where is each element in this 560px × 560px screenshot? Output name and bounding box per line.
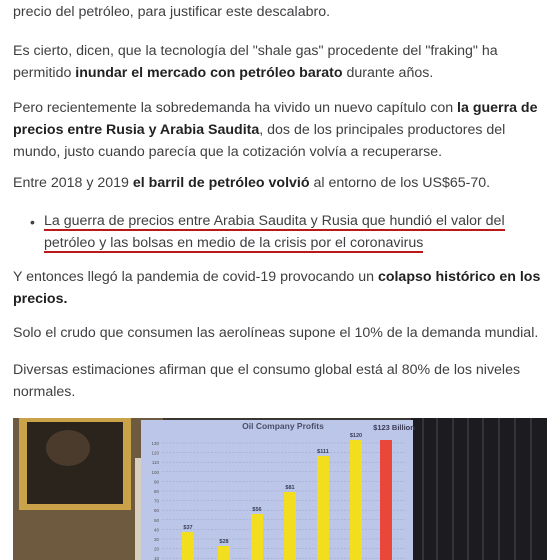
article-photo — [13, 418, 547, 560]
chart-bar-label: $37 — [183, 525, 193, 531]
chart-tick-label: 130 — [151, 441, 159, 446]
related-article — [44, 210, 549, 254]
chart-bar-label: $56 — [252, 507, 262, 513]
chart-tick-label: 110 — [151, 460, 159, 466]
chart-tick-label: 90 — [153, 479, 159, 485]
chart-bar — [317, 456, 329, 560]
related-article-link[interactable]: La guerra de precios entre Arabia Saudita y Rusia que hundió el valor del petróleo y las bolsas en medio de la crisis por el coronavirus — [44, 213, 505, 251]
bold-text: colapso histórico en los precios. — [13, 269, 541, 307]
curtain — [411, 418, 547, 560]
chart-bar-label: $123 Billion — [373, 423, 415, 432]
chart-tick-label: 20 — [153, 546, 159, 552]
article-paragraph: Pero recientemente la sobredemanda ha vivido un nuevo capítulo con la guerra de precios entre Rusia y Arabia Saudita, dos de los principales productores del mundo, justo cuando parecía que la cotización volvía a recuperarse. — [13, 100, 538, 160]
chart-bar — [380, 440, 392, 560]
chart-bar — [284, 492, 296, 560]
chart-tick-label: 120 — [151, 450, 159, 456]
bold-text: el barril de petróleo volvió — [132, 175, 310, 191]
chart-tick-label: 80 — [153, 489, 159, 494]
chart-tick-label: 30 — [153, 537, 159, 542]
chart-bar — [350, 440, 362, 560]
chart-tick-label: 50 — [153, 517, 159, 523]
article-paragraph: Solo el crudo que consumen las aerolíneas supone el 10% de la demanda mundial. — [13, 325, 539, 341]
article-paragraph: Entre 2018 y 2019 el barril de petróleo volvió al entorno de los US$65-70. — [13, 175, 491, 191]
chart-bar — [218, 546, 230, 560]
chart-bar-label: $111 — [317, 449, 329, 455]
chart-tick-label: 70 — [153, 498, 159, 504]
article-paragraph: Es cierto, dicen, que la tecnología del "shale gas" procedente del "fraking" ha permitido inundar el mercado con petróleo barato durante años. — [13, 43, 498, 81]
bold-text: inundar el mercado con petróleo barato — [75, 65, 343, 81]
bullet-dot-icon: • — [30, 214, 35, 230]
article-paragraph: precio del petróleo, para justificar este descalabro. — [13, 4, 331, 20]
chart-bar — [182, 532, 194, 560]
chart-bar-label: $81 — [285, 485, 295, 491]
bold-text: la guerra de precios entre Rusia y Arabia Saudita — [13, 100, 538, 138]
chart-title: Oil Company Profits — [242, 421, 324, 431]
chart-bar-label: $28 — [219, 539, 229, 545]
photo-scene — [13, 418, 547, 560]
chart-bar — [251, 514, 263, 560]
chart-bar-label: $120 — [349, 433, 363, 439]
chart-tick-label: 100 — [151, 469, 159, 475]
article-paragraph: Y entonces llegó la pandemia de covid-19 provocando un colapso histórico en los precios. — [13, 269, 541, 307]
chart-tick-label: 60 — [153, 508, 159, 514]
article-paragraph: Diversas estimaciones afirman que el consumo global está al 80% de los niveles normales. — [13, 362, 521, 400]
chart-tick-label: 10 — [153, 556, 159, 560]
chart-tick-label: 40 — [153, 527, 159, 533]
